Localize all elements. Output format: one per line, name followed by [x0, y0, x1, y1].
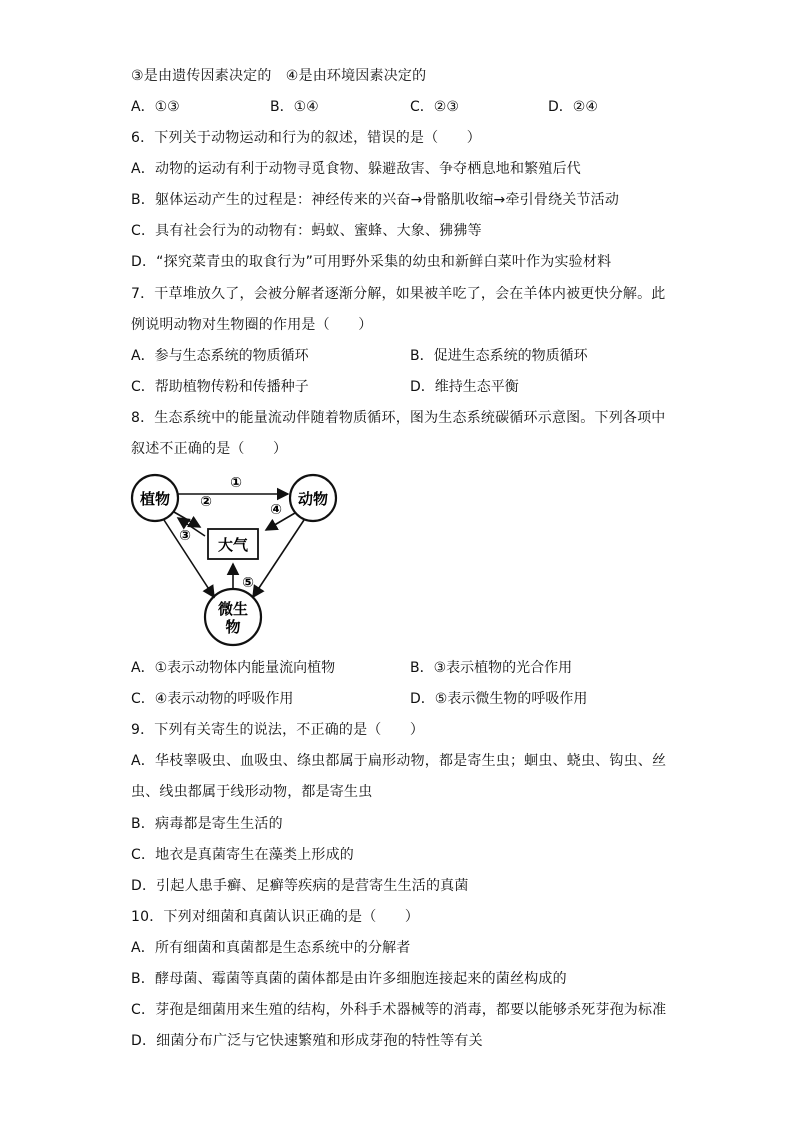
q10-option-b[interactable]: B．酵母菌、霉菌等真菌的菌体都是由许多细胞连接起来的菌丝构成的: [131, 971, 567, 987]
q7-option-b[interactable]: B．促进生态系统的物质循环: [410, 348, 588, 364]
label-2: ②: [200, 494, 212, 510]
q10-option-d[interactable]: D．细菌分布广泛与它快速繁殖和形成芽孢的特性等有关: [131, 1033, 483, 1049]
label-4: ④: [270, 502, 282, 518]
q10-stem: 10．下列对细菌和真菌认识正确的是（ ）: [131, 909, 420, 925]
q5-option-d[interactable]: D．②④: [548, 99, 598, 115]
microbe-label-1: 微生: [217, 600, 249, 618]
carbon-cycle-diagram: [128, 470, 348, 650]
q7-stem-line2: 例说明动物对生物圈的作用是（ ）: [131, 317, 373, 333]
microbe-label-2: 物: [225, 618, 241, 636]
q8-stem-line2: 叙述不正确的是（ ）: [131, 441, 288, 457]
q7-stem-line1: 7．干草堆放久了，会被分解者逐渐分解，如果被羊吃了，会在羊体内被更快分解。此: [131, 286, 666, 302]
q8-option-b[interactable]: B．③表示植物的光合作用: [410, 660, 573, 676]
q10-option-a[interactable]: A．所有细菌和真菌都是生态系统中的分解者: [131, 940, 411, 956]
line-q5-statement: ③是由遗传因素决定的 ④是由环境因素决定的: [131, 68, 427, 84]
q9-option-b[interactable]: B．病毒都是寄生生活的: [131, 816, 283, 832]
atmosphere-label: 大气: [217, 536, 249, 554]
q7-option-c[interactable]: C．帮助植物传粉和传播种子: [131, 379, 309, 395]
q6-option-c[interactable]: C．具有社会行为的动物有：蚂蚁、蜜蜂、大象、狒狒等: [131, 223, 482, 239]
q6-stem: 6．下列关于动物运动和行为的叙述，错误的是（ ）: [131, 130, 481, 146]
q7-option-d[interactable]: D．维持生态平衡: [410, 379, 519, 395]
q8-option-d[interactable]: D．⑤表示微生物的呼吸作用: [410, 691, 588, 707]
q8-option-c[interactable]: C．④表示动物的呼吸作用: [131, 691, 294, 707]
q6-option-a[interactable]: A．动物的运动有利于动物寻觅食物、躲避敌害、争夺栖息地和繁殖后代: [131, 161, 581, 177]
q10-option-c[interactable]: C．芽孢是细菌用来生殖的结构，外科手术器械等的消毒，都要以能够杀死芽孢为标准: [131, 1002, 667, 1018]
q5-option-a[interactable]: A．①③: [131, 99, 180, 115]
q7-option-a[interactable]: A．参与生态系统的物质循环: [131, 348, 309, 364]
q5-option-c[interactable]: C．②③: [410, 99, 459, 115]
q6-option-b[interactable]: B．躯体运动产生的过程是：神经传来的兴奋→骨骼肌收缩→牵引骨绕关节活动: [131, 192, 620, 208]
animal-label: 动物: [297, 490, 329, 508]
q5-option-b[interactable]: B．①④: [270, 99, 319, 115]
q8-option-a[interactable]: A．①表示动物体内能量流向植物: [131, 660, 336, 676]
label-5: ⑤: [242, 575, 254, 591]
arrow-animal-to-microbe: [253, 520, 304, 597]
q8-stem-line1: 8．生态系统中的能量流动伴随着物质循环，图为生态系统碳循环示意图。下列各项中: [131, 410, 666, 426]
q9-option-a-line1[interactable]: A．华枝睾吸虫、血吸虫、绦虫都属于扁形动物，都是寄生虫；蛔虫、蛲虫、钩虫、丝: [131, 753, 667, 769]
plant-label: 植物: [139, 490, 171, 508]
label-3: ③: [179, 528, 191, 544]
q9-option-a-line2[interactable]: 虫、线虫都属于线形动物，都是寄生虫: [131, 784, 373, 800]
q9-option-d[interactable]: D．引起人患手癣、足癣等疾病的是营寄生生活的真菌: [131, 878, 469, 894]
q6-option-d[interactable]: D．“探究菜青虫的取食行为”可用野外采集的幼虫和新鲜白菜叶作为实验材料: [131, 254, 612, 270]
label-1: ①: [230, 475, 242, 491]
q9-stem: 9．下列有关寄生的说法，不正确的是（ ）: [131, 722, 425, 738]
q9-option-c[interactable]: C．地衣是真菌寄生在藻类上形成的: [131, 847, 354, 863]
